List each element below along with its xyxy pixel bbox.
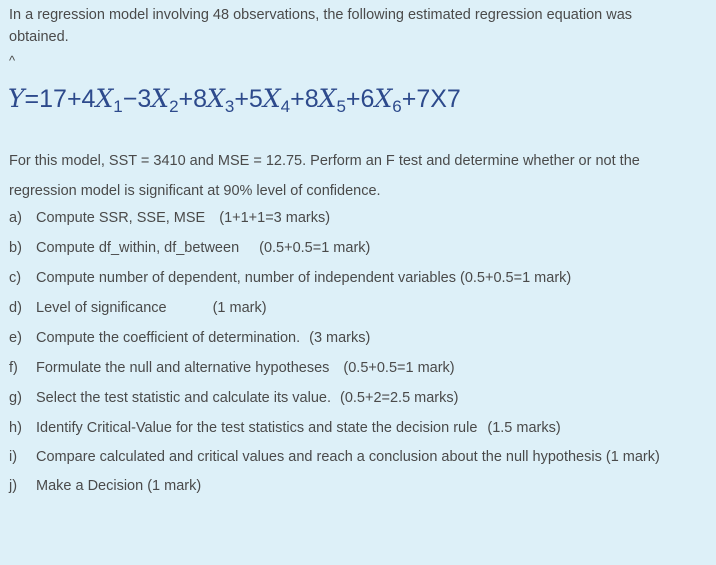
eq-y: Y: [8, 84, 25, 113]
item-letter: j): [9, 478, 18, 494]
item-marks: (1+1+1=3 marks): [219, 210, 331, 226]
item-text: Compute df_within, df_between: [36, 240, 240, 256]
list-item: [9, 293, 704, 323]
eq-coef-7: +7X7: [401, 85, 461, 113]
item-text: Formulate the null and alternative hypotheses: [36, 360, 330, 376]
item-letter: c): [9, 270, 22, 286]
eq-sub-4: 4: [280, 97, 291, 116]
list-item: [9, 471, 704, 501]
item-marks: (0.5+0.5=1 mark): [343, 360, 455, 376]
list-item: [9, 263, 704, 293]
item-letter: f): [9, 360, 18, 376]
intro-text: In a regression model involving 48 observations, the following estimated regression equation was obtained.: [9, 7, 633, 45]
hat-symbol: ^: [9, 53, 16, 68]
list-item: [9, 233, 704, 263]
eq-sub-6: 6: [392, 97, 402, 116]
item-letter: a): [9, 210, 22, 226]
item-letter: b): [9, 240, 22, 256]
item-marks: (0.5+2=2.5 marks): [339, 390, 459, 406]
eq-coef-2: −3: [122, 85, 152, 113]
eq-var-x6: X: [374, 84, 393, 113]
list-item: [9, 383, 704, 413]
eq-coef-6: +6: [345, 85, 375, 113]
eq-sub-3: 3: [224, 97, 235, 116]
list-item: [9, 203, 704, 233]
item-text: Level of significance: [36, 300, 167, 316]
eq-sub-1: 1: [113, 97, 123, 116]
item-text: Select the test statistic and calculate its value.: [36, 390, 331, 406]
item-letter: g): [9, 390, 22, 406]
item-letter: e): [9, 330, 22, 346]
eq-var-x4: X: [262, 84, 281, 113]
eq-var-x5: X: [318, 84, 337, 113]
item-marks: (1.5 marks): [487, 420, 561, 436]
item-marks: (0.5+0.5=1 mark): [259, 240, 371, 256]
eq-coef-5: +8: [290, 85, 319, 113]
regression-equation: [8, 82, 461, 116]
item-text: Compute number of dependent, number of independent variables (0.5+0.5=1 mark): [36, 270, 572, 286]
item-letter: h): [9, 420, 22, 436]
item-text: Compare calculated and critical values and reach a conclusion about the null hypothesis (1 mark): [36, 449, 660, 465]
eq-sign: =: [24, 85, 40, 113]
eq-var-x3: X: [207, 84, 225, 113]
item-text: Compute SSR, SSE, MSE: [36, 210, 206, 226]
list-item: [9, 323, 704, 353]
eq-coef-1: +4: [66, 85, 96, 113]
task-list: [9, 203, 704, 501]
item-marks: (3 marks): [309, 330, 371, 346]
eq-const: 17: [39, 85, 67, 113]
item-text: Identify Critical-Value for the test statistics and state the decision rule: [36, 420, 478, 436]
list-item: [9, 443, 704, 471]
item-letter: i): [9, 449, 18, 465]
item-marks: (1 mark): [212, 300, 267, 316]
problem-paragraph: For this model, SST = 3410 and MSE = 12.75. Perform an F test and determine whether or not the regression model is significant at 90% level of confidence.: [9, 153, 640, 199]
eq-sub-2: 2: [169, 97, 179, 116]
eq-coef-3: +8: [178, 85, 208, 113]
eq-coef-4: +5: [234, 85, 263, 113]
item-text: Compute the coefficient of determination.: [36, 330, 301, 346]
eq-var-x2: X: [151, 84, 170, 113]
item-text: Make a Decision (1 mark): [36, 478, 202, 494]
item-letter: d): [9, 300, 22, 316]
list-item: [9, 353, 704, 383]
eq-sub-5: 5: [336, 97, 346, 116]
list-item: [9, 413, 704, 443]
eq-var-x1: X: [95, 84, 114, 113]
